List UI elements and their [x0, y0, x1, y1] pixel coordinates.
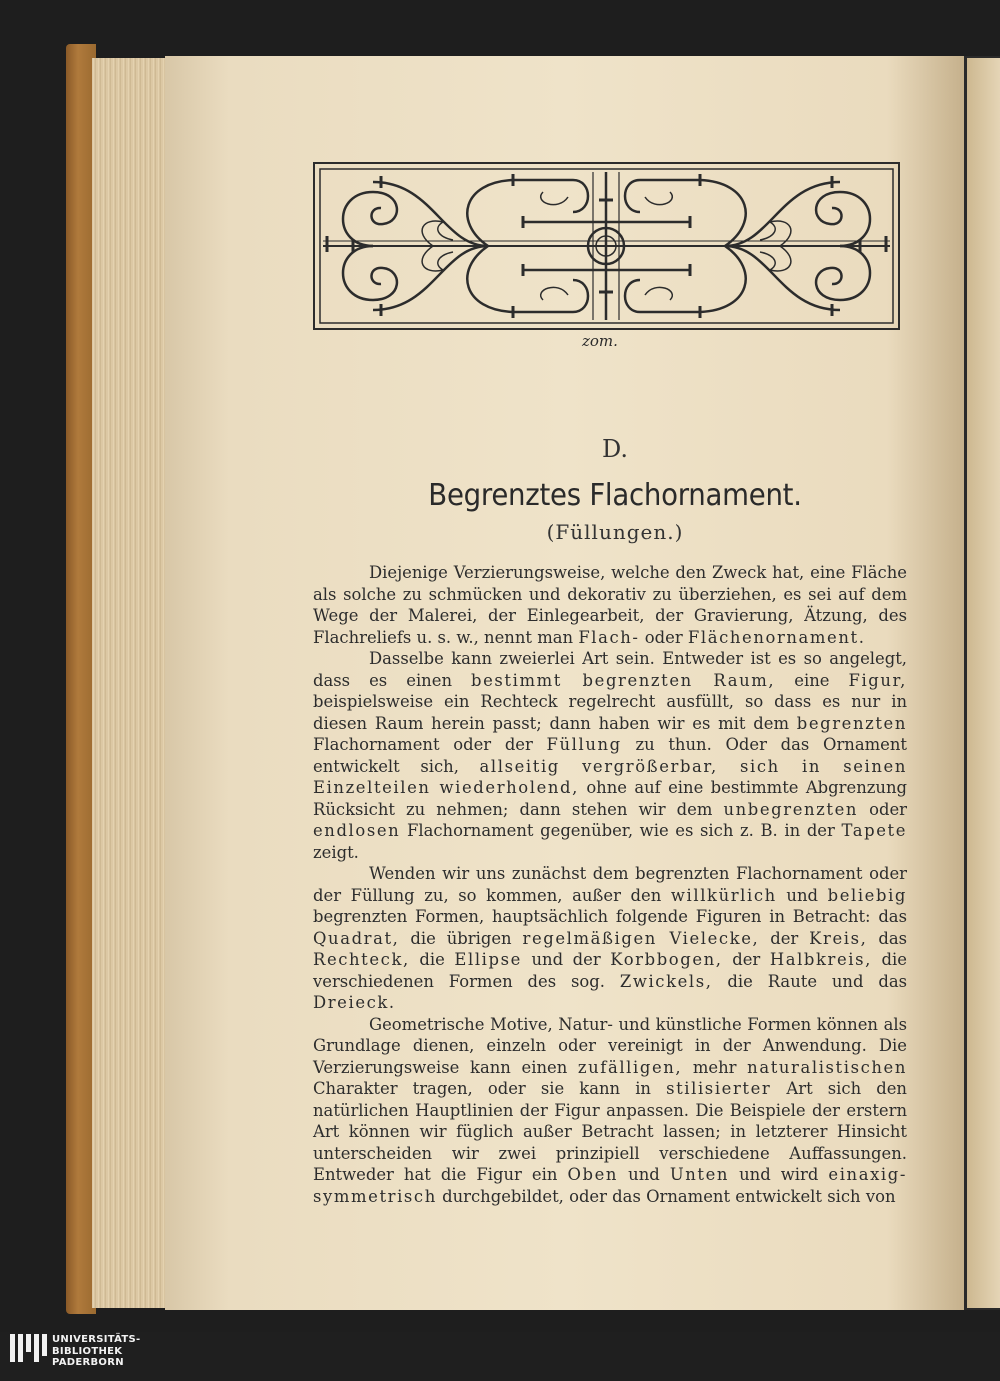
spaced-term: Unten: [669, 1165, 730, 1184]
spaced-term: naturalistischen: [747, 1057, 907, 1077]
spaced-term: Ellipse: [454, 950, 522, 969]
spaced-term: Dreieck.: [313, 993, 396, 1012]
text-run: begrenzten Formen, hauptsächlich folgende Figuren in Betracht: das: [313, 907, 907, 926]
text-run: zu thun. Oder das Ornament entwickelt sich,: [313, 735, 908, 776]
text-run: Flachornament gegenüber, wie es sich z. B. in der: [400, 821, 842, 840]
spaced-term: Zwickels,: [619, 971, 713, 991]
text-run: und: [618, 1165, 670, 1184]
text-run: ohne auf eine bestimmte Abgrenzung Rücksicht zu nehmen; dann stehen wir dem: [313, 778, 907, 819]
text-run: die übrigen: [399, 928, 523, 948]
text-run: und wird: [729, 1165, 829, 1184]
text-run: die: [409, 950, 455, 969]
spaced-term: Füllung: [546, 735, 622, 754]
text-run: Art sich den natürlichen Hauptlinien der Figur anpassen. Die Beispiele der erstern Art können wir füglich außer Betracht lassen; in letzterer Hinsicht unterscheiden wir zwei prinzipiell verschiedene Auffassungen. Entweder hat die Figur ein: [313, 1079, 907, 1184]
paragraph: [313, 648, 907, 863]
spaced-term: regelmäßigen Vielecke,: [522, 928, 760, 948]
spaced-term: Flach-: [578, 627, 640, 647]
illustrator-signature: zom.: [582, 332, 618, 350]
text-run: eine: [775, 670, 849, 690]
spaced-term: Quadrat,: [313, 928, 400, 948]
text-run: durchgebildet, oder das Ornament entwickelt sich von: [436, 1186, 896, 1206]
library-logo-text: [52, 1334, 141, 1369]
facing-page-edge: [967, 58, 1000, 1308]
library-logo-line: BIBLIOTHEK: [52, 1345, 123, 1357]
spaced-term: Tapete: [841, 821, 907, 840]
spaced-term: Kreis,: [809, 928, 868, 948]
paragraph: [313, 1014, 907, 1208]
text-run: Geometrische Motive, Natur- und künstliche Formen können als Grundlage dienen, einzeln oder vereinigt in der Anwendung. Die Verzierungsweise kann einen: [313, 1014, 907, 1077]
text-run: mehr: [682, 1057, 748, 1077]
paragraph: [313, 863, 907, 1014]
spaced-term: stilisierter: [666, 1079, 772, 1098]
text-run: Dasselbe kann zweierlei Art sein. Entweder ist es so angelegt, dass es einen: [313, 649, 907, 690]
section-title: Begrenztes Flachornament.: [428, 478, 802, 513]
text-run: die verschiedenen Formen des sog.: [313, 950, 907, 991]
spaced-term: Korbbogen,: [610, 950, 723, 969]
spaced-term: begrenzten: [796, 713, 907, 733]
section-subtitle: (Füllungen.): [546, 520, 684, 544]
spaced-term: Rechteck,: [313, 950, 410, 969]
spaced-term: Halbkreis,: [769, 950, 872, 969]
spaced-term: Oben: [567, 1165, 619, 1184]
page-edges: [92, 58, 170, 1308]
wrought-iron-ornament-illustration: [313, 162, 900, 330]
spaced-term: allseitig vergrößerbar, sich in seinen Einzelteilen wiederholend,: [313, 756, 907, 797]
text-run: Diejenige Verzierungsweise, welche den Zweck hat, eine Fläche als solche zu schmücken und dekorativ zu überziehen, es sei auf dem Wege der Malerei, der Einlegearbeit, der Gravierung, Ätzung, des Flachreliefs u. s. w., nennt man: [313, 563, 907, 647]
spaced-term: endlosen: [313, 821, 401, 840]
text-run: und: [776, 885, 828, 905]
spaced-term: beliebig: [827, 885, 908, 905]
spaced-term: Flächenornament.: [687, 627, 866, 647]
library-logo-icon: [10, 1334, 47, 1362]
paragraph: [313, 562, 907, 648]
text-run: das: [867, 928, 908, 948]
text-run: der: [759, 928, 810, 948]
text-run: Flachornament oder der: [313, 735, 547, 754]
text-run: der: [722, 950, 770, 969]
text-run: Wenden wir uns zunächst dem begrenzten Flachornament oder der Füllung zu, so kommen, außer den: [313, 864, 907, 905]
text-run: beispielsweise ein Rechteck regelrecht ausfüllt, so dass es nur in diesen Raum herein passt; dann haben wir es mit dem: [313, 692, 907, 733]
text-run: oder: [639, 627, 688, 647]
spaced-term: zufälligen,: [577, 1057, 683, 1077]
text-run: die Raute und das: [712, 971, 907, 991]
text-run: und der: [521, 950, 611, 969]
library-logo-line: UNIVERSITÄTS-: [52, 1334, 141, 1345]
spaced-term: einaxig-symmetrisch: [313, 1165, 907, 1206]
text-run: oder: [858, 799, 908, 819]
spaced-term: unbegrenzten: [723, 799, 859, 819]
spaced-term: willkürlich: [670, 885, 777, 905]
section-letter: D.: [601, 435, 628, 463]
library-logo-line: PADERBORN: [52, 1357, 124, 1368]
spaced-term: bestimmt begrenzten Raum,: [471, 670, 776, 690]
text-run: zeigt.: [313, 842, 359, 862]
text-run: Charakter tragen, oder sie kann in: [313, 1079, 667, 1098]
library-footer: [0, 1332, 1000, 1381]
body-text: [313, 562, 907, 1207]
spaced-term: Figur,: [848, 670, 907, 690]
